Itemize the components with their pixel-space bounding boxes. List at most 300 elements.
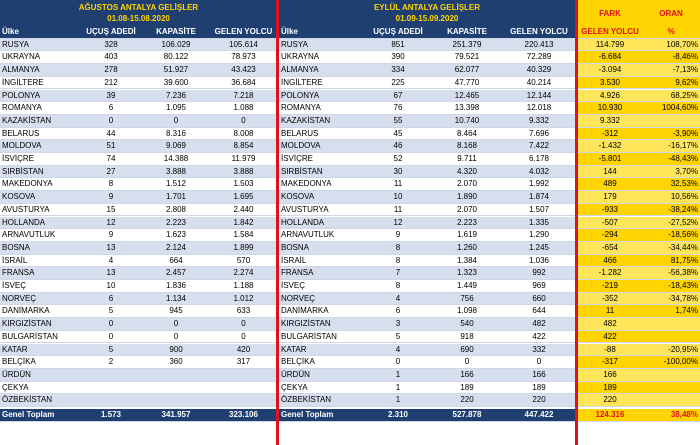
table-cell: 0: [173, 331, 179, 341]
table-cell: 332: [532, 344, 546, 354]
table-cell: 2.808: [165, 204, 187, 214]
table-cell: İSRAİL: [281, 255, 307, 265]
table-cell: 38,48%: [670, 410, 698, 419]
table-cell: 225: [391, 77, 405, 87]
table-row: [279, 344, 575, 357]
table-cell: 2.440: [233, 204, 254, 214]
table-row: [279, 166, 575, 179]
table-cell: 78.973: [231, 52, 256, 62]
table-cell: 220: [460, 395, 474, 405]
table-cell: [642, 382, 700, 394]
table-cell: 1.290: [528, 230, 550, 240]
table-cell: GELEN YOLCU: [510, 27, 568, 36]
table-row: [279, 305, 575, 318]
table-cell: 114.799: [595, 39, 625, 49]
table-cell: 9: [395, 230, 401, 240]
table-row: [578, 39, 700, 52]
table-cell: 74: [106, 154, 116, 163]
table-row: [0, 153, 277, 166]
table-cell: [80, 369, 142, 381]
table-cell: 47.770: [454, 77, 480, 87]
table-cell: MAKEDONYA: [2, 179, 53, 189]
table-cell: 1: [395, 369, 401, 379]
table-cell: 9: [108, 230, 114, 240]
table-cell: 108,70%: [666, 39, 698, 49]
table-row: [279, 204, 575, 217]
table-cell: AVUSTURYA: [281, 204, 329, 214]
table-row: [279, 255, 575, 268]
table-cell: 0: [108, 319, 114, 329]
total-row: [279, 409, 575, 422]
table-cell: BULGARİSTAN: [281, 331, 337, 341]
table-cell: -16,17%: [668, 141, 698, 151]
table-row: [578, 178, 700, 191]
table-cell: -20,95%: [668, 344, 698, 354]
table-row: [279, 267, 575, 280]
table-cell: KIRGIZİSTAN: [281, 319, 331, 329]
table-cell: İNGİLTERE: [2, 77, 44, 87]
table-cell: İSVEÇ: [281, 281, 306, 290]
table-cell: 7.696: [528, 128, 550, 138]
table-cell: 5: [108, 344, 114, 354]
table-cell: 40.329: [526, 65, 552, 75]
table-cell: 166: [460, 369, 474, 379]
table-cell: 1.335: [528, 217, 550, 227]
table-cell: ÖZBEKİSTAN: [2, 395, 53, 405]
table-cell: 144: [603, 166, 617, 176]
table-row: [578, 344, 700, 357]
total-row: [578, 409, 700, 422]
table-cell: 68,25%: [670, 90, 698, 100]
table-row: [0, 217, 277, 230]
table-cell: 10.740: [454, 115, 480, 125]
table-cell: KOSOVA: [281, 192, 315, 202]
september-arrivals-table: [279, 0, 575, 445]
divider-red: [575, 0, 578, 445]
table-cell: İSVİÇRE: [2, 154, 35, 163]
table-row: [578, 153, 700, 166]
table-row: [0, 115, 277, 128]
table-cell: 1.134: [165, 293, 187, 303]
column-header-row: [578, 26, 700, 39]
table-cell: 0: [108, 331, 114, 341]
table-cell: ÜRDÜN: [281, 369, 310, 379]
table-row: [0, 344, 277, 357]
table-row: [0, 318, 277, 331]
table-cell: 918: [460, 331, 474, 341]
table-cell: 1.503: [233, 179, 254, 189]
table-row: [578, 90, 700, 103]
table-cell: 15: [106, 204, 116, 214]
table-cell: 360: [169, 357, 183, 367]
table-cell: ALMANYA: [281, 65, 319, 75]
table-cell: 690: [460, 344, 474, 354]
table-row: [578, 242, 700, 255]
table-cell: 403: [104, 52, 118, 62]
table-cell: 46: [393, 141, 403, 151]
table-cell: -34,78%: [668, 293, 698, 303]
table-cell: 1.890: [456, 192, 478, 202]
table-cell: 969: [532, 281, 546, 290]
table-cell: 179: [603, 192, 617, 202]
table-cell: ROMANYA: [281, 103, 321, 113]
table-cell: 12.144: [526, 90, 552, 100]
table-cell: UÇUŞ ADEDİ: [373, 27, 423, 36]
table-row: [279, 369, 575, 382]
table-cell: 323.106: [229, 410, 258, 419]
table-cell: 39.600: [163, 77, 189, 87]
table-cell: 9,62%: [675, 77, 698, 87]
table-cell: 1,74%: [675, 306, 698, 316]
table-cell: 1.619: [456, 230, 478, 240]
table-cell: 220.413: [524, 39, 554, 49]
table-cell: 2.070: [456, 204, 478, 214]
table-row: [0, 242, 277, 255]
table-row: [578, 51, 700, 64]
table-cell: -933: [601, 204, 618, 214]
table-cell: 1.036: [528, 255, 550, 265]
table-row: [578, 140, 700, 153]
table-row: [578, 204, 700, 217]
table-cell: [210, 382, 277, 394]
table-cell: -3.094: [598, 65, 622, 75]
table-cell: 2.223: [165, 217, 187, 227]
table-cell: 1.095: [165, 103, 187, 113]
table-cell: 851: [391, 39, 405, 49]
total-row: [0, 409, 277, 422]
table-row: [279, 394, 575, 407]
table-row: [0, 229, 277, 242]
table-cell: 12.465: [454, 90, 480, 100]
table-cell: 10: [106, 281, 116, 290]
table-cell: BELARUS: [2, 128, 40, 138]
table-cell: 1.695: [233, 192, 254, 202]
table-cell: ARNAVUTLUK: [2, 230, 56, 240]
table-cell: 6: [108, 103, 114, 113]
table-cell: -27,52%: [668, 217, 698, 227]
table-cell: [642, 331, 700, 343]
table-cell: ÇEKYA: [2, 382, 29, 392]
table-cell: 9.711: [457, 154, 477, 163]
table-cell: KAZAKİSTAN: [2, 115, 52, 125]
table-row: [578, 318, 700, 331]
table-cell: 11.979: [231, 154, 256, 163]
table-cell: 6.178: [528, 154, 550, 163]
table-cell: ARNAVUTLUK: [281, 230, 335, 240]
table-cell: 1.874: [528, 192, 550, 202]
table-cell: BELARUS: [281, 128, 319, 138]
table-row: [279, 115, 575, 128]
table-row: [279, 39, 575, 52]
table-cell: 7: [395, 268, 401, 278]
table-cell: HOLLANDA: [2, 217, 46, 227]
table-cell: DANİMARKA: [281, 306, 329, 316]
table-cell: ÇEKYA: [281, 382, 308, 392]
table-cell: UÇUŞ ADEDİ: [86, 27, 136, 36]
table-cell: KAPASİTE: [156, 27, 196, 36]
table-cell: 6: [108, 293, 114, 303]
table-cell: SIRBİSTAN: [281, 166, 323, 176]
table-row: [0, 64, 277, 77]
table-cell: ALMANYA: [2, 65, 40, 75]
table-cell: 1.012: [233, 293, 254, 303]
table-cell: [642, 115, 700, 127]
table-cell: 0: [536, 357, 542, 367]
august-arrivals-table: [0, 0, 277, 445]
table-row: [0, 77, 277, 90]
table-cell: İNGİLTERE: [281, 77, 323, 87]
table-cell: 9.069: [165, 141, 187, 151]
table-cell: 4.926: [599, 90, 621, 100]
table-cell: AVUSTURYA: [2, 204, 50, 214]
table-cell: BOSNA: [2, 242, 31, 252]
table-cell: 4.032: [528, 166, 550, 176]
table-row: [578, 305, 700, 318]
table-cell: GELEN YOLCU: [214, 27, 273, 36]
table-row: [578, 115, 700, 128]
table-cell: 3,70%: [675, 166, 698, 176]
table-cell: 52: [393, 154, 403, 163]
table-cell: 2.310: [387, 410, 409, 419]
table-cell: [142, 369, 210, 381]
table-row: [279, 51, 575, 64]
table-cell: 1.088: [233, 103, 254, 113]
table-cell: 13.398: [454, 103, 480, 113]
table-cell: 1.842: [233, 217, 254, 227]
table-cell: 422: [603, 331, 617, 341]
table-cell: 278: [104, 65, 118, 75]
table-row: [0, 267, 277, 280]
table-cell: 105.614: [229, 39, 258, 49]
table-cell: 14.388: [163, 154, 189, 163]
table-cell: Ülke: [2, 27, 19, 36]
table-row: [0, 90, 277, 103]
table-row: [279, 90, 575, 103]
table-row: [0, 305, 277, 318]
table-row: [0, 255, 277, 268]
table-cell: 1: [395, 382, 401, 392]
table-row: [0, 39, 277, 52]
table-cell: POLONYA: [281, 90, 320, 100]
august-header: [0, 0, 277, 26]
table-cell: [642, 318, 700, 330]
table-cell: 27: [106, 166, 116, 176]
table-cell: 4.320: [456, 166, 478, 176]
table-cell: 328: [104, 39, 118, 49]
table-cell: 341.957: [161, 410, 191, 419]
table-cell: 5: [108, 306, 114, 316]
table-row: [578, 267, 700, 280]
table-cell: 420: [236, 344, 251, 354]
table-cell: -38,24%: [668, 204, 698, 214]
table-cell: -18,56%: [668, 230, 698, 240]
table-cell: 482: [532, 319, 546, 329]
table-cell: 8: [395, 255, 401, 265]
table-cell: -507: [601, 217, 618, 227]
table-row: [279, 382, 575, 395]
table-cell: 8.316: [165, 128, 187, 138]
table-cell: DANİMARKA: [2, 306, 50, 316]
table-cell: 7.422: [528, 141, 550, 151]
table-cell: 390: [391, 52, 405, 62]
table-cell: -34,44%: [668, 242, 698, 252]
table-row: [279, 217, 575, 230]
table-cell: BOSNA: [281, 242, 310, 252]
table-cell: POLONYA: [2, 90, 41, 100]
table-cell: -7,13%: [672, 65, 698, 75]
table-cell: 212: [104, 77, 118, 87]
table-cell: KIRGIZİSTAN: [2, 319, 52, 329]
table-cell: 1.899: [233, 242, 254, 252]
september-title: EYLÜL ANTALYA GELİŞLER: [373, 3, 481, 12]
table-cell: 5: [395, 331, 401, 341]
table-row: [0, 369, 277, 382]
table-cell: KAPASİTE: [447, 27, 487, 36]
table-cell: 1.188: [233, 281, 254, 290]
table-row: [279, 64, 575, 77]
table-cell: 6: [395, 306, 401, 316]
table-cell: 1.384: [456, 255, 478, 265]
table-cell: 4: [395, 344, 401, 354]
table-row: [0, 140, 277, 153]
table-cell: FRANSA: [2, 268, 35, 278]
table-cell: -3,90%: [672, 128, 698, 138]
table-row: [578, 102, 700, 115]
table-cell: 2: [108, 357, 114, 367]
table-cell: MAKEDONYA: [281, 179, 332, 189]
table-cell: NORVEÇ: [2, 293, 37, 303]
table-cell: 251.379: [452, 39, 482, 49]
table-cell: Ülke: [281, 27, 298, 36]
table-cell: 40.214: [526, 77, 552, 87]
table-cell: UKRAYNA: [2, 52, 41, 62]
table-row: [578, 191, 700, 204]
table-cell: 13: [106, 242, 116, 252]
table-cell: 11: [393, 204, 403, 214]
table-row: [578, 382, 700, 395]
table-cell: 3.530: [599, 77, 621, 87]
table-cell: 660: [532, 293, 546, 303]
table-cell: 482: [603, 319, 617, 329]
table-cell: 2.070: [456, 179, 478, 189]
table-row: [279, 77, 575, 90]
table-cell: -88: [604, 344, 616, 354]
table-cell: -8,46%: [672, 52, 698, 62]
table-cell: 0: [173, 319, 179, 329]
table-row: [0, 382, 277, 395]
table-cell: 8: [395, 242, 401, 252]
table-cell: Genel Toplam: [281, 410, 334, 419]
table-cell: 12: [393, 217, 403, 227]
table-cell: UKRAYNA: [281, 52, 320, 62]
table-cell: Genel Toplam: [2, 410, 55, 419]
table-cell: 220: [532, 395, 546, 405]
table-cell: -18,43%: [668, 281, 698, 290]
table-row: [0, 191, 277, 204]
table-cell: 43.423: [231, 65, 256, 75]
table-cell: 570: [236, 255, 251, 265]
table-cell: -100,00%: [663, 357, 698, 367]
table-row: [279, 102, 575, 115]
table-row: [578, 166, 700, 179]
table-cell: 1.507: [528, 204, 550, 214]
table-row: [0, 394, 277, 407]
table-cell: KATAR: [281, 344, 307, 354]
table-cell: BELÇİKA: [281, 357, 315, 367]
table-cell: 0: [464, 357, 470, 367]
table-cell: 664: [169, 255, 183, 265]
table-cell: [642, 394, 700, 406]
table-cell: GELEN YOLCU: [581, 27, 639, 36]
table-cell: -294: [601, 230, 618, 240]
table-cell: 9: [108, 192, 114, 202]
table-cell: 39: [106, 90, 116, 100]
table-cell: 166: [532, 369, 546, 379]
table-cell: KATAR: [2, 344, 28, 354]
table-cell: 51.927: [163, 65, 189, 75]
table-cell: 945: [169, 306, 183, 316]
table-cell: 8.008: [233, 128, 254, 138]
table-cell: 67: [393, 90, 403, 100]
table-cell: 3: [395, 319, 401, 329]
table-cell: 36.684: [231, 77, 256, 87]
table-cell: 1004,60%: [661, 103, 698, 113]
table-row: [578, 280, 700, 293]
table-cell: -48,43%: [668, 154, 698, 163]
table-row: [578, 394, 700, 407]
table-row: [279, 153, 575, 166]
table-cell: 0: [173, 115, 179, 125]
divider-red: [276, 0, 279, 445]
table-cell: 12.018: [526, 103, 552, 113]
table-cell: -654: [601, 242, 618, 252]
table-cell: [80, 394, 142, 406]
table-row: [0, 204, 277, 217]
table-cell: ÖZBEKİSTAN: [281, 395, 332, 405]
difference-header: [578, 0, 700, 26]
table-row: [578, 229, 700, 242]
table-row: [279, 128, 575, 141]
table-cell: %: [667, 27, 675, 36]
table-cell: 8.854: [233, 141, 254, 151]
table-cell: 7.236: [165, 90, 187, 100]
table-cell: 8.168: [456, 141, 478, 151]
table-cell: 80.122: [163, 52, 189, 62]
table-cell: 30: [393, 166, 403, 176]
table-cell: -6.684: [598, 52, 622, 62]
table-cell: 466: [603, 255, 617, 265]
table-row: [279, 140, 575, 153]
table-cell: 1.323: [456, 268, 478, 278]
table-cell: 1.449: [456, 281, 478, 290]
table-cell: 189: [603, 382, 617, 392]
table-cell: ÜRDÜN: [2, 369, 31, 379]
table-cell: 1: [395, 395, 401, 405]
table-cell: İSRAİL: [2, 255, 28, 265]
table-cell: -312: [601, 128, 618, 138]
table-row: [0, 356, 277, 369]
table-cell: 900: [169, 344, 183, 354]
table-cell: 81,75%: [670, 255, 698, 265]
column-header-row: [0, 26, 277, 39]
table-cell: BULGARİSTAN: [2, 331, 58, 341]
table-cell: 220: [603, 395, 617, 405]
table-cell: RUSYA: [281, 39, 308, 49]
table-row: [0, 293, 277, 306]
table-row: [279, 331, 575, 344]
table-cell: [210, 369, 277, 381]
table-cell: 10,56%: [670, 192, 698, 202]
